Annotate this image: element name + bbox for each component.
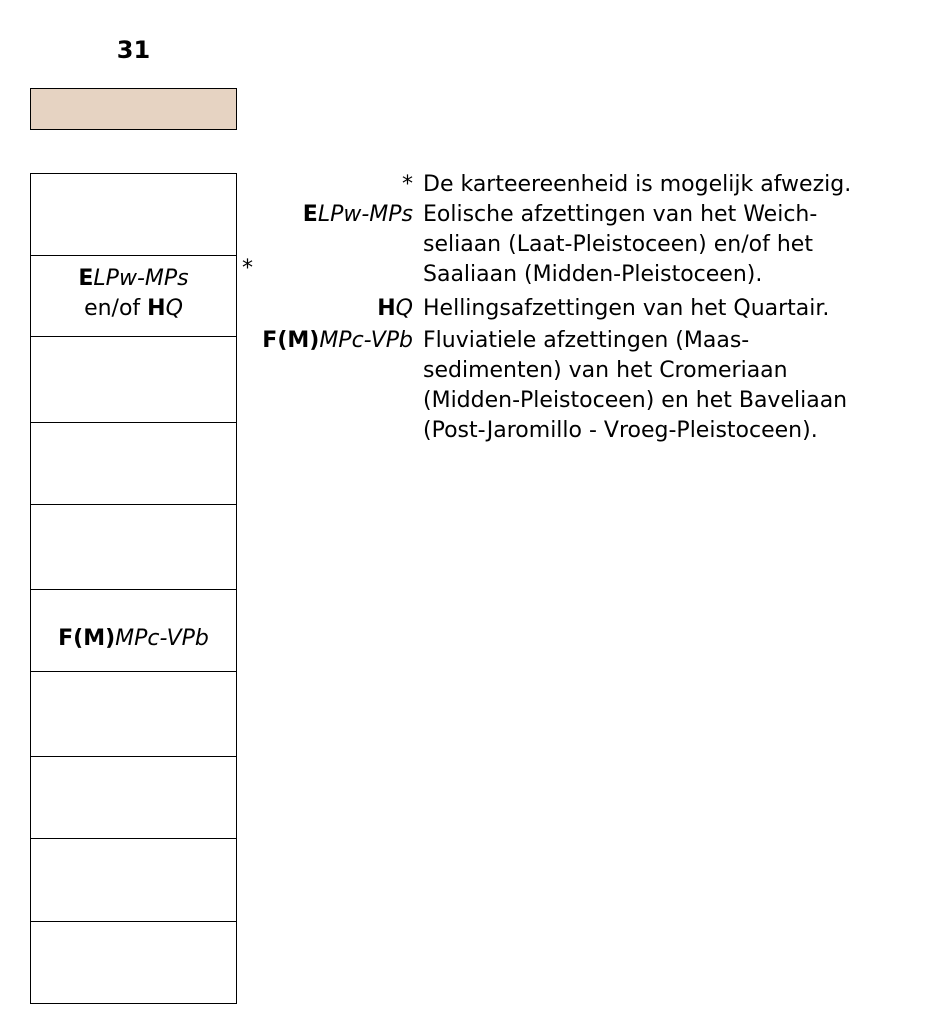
legend-note-symbol: * bbox=[402, 172, 413, 197]
unit-label-eolian: ELPw-MPs en/of HQ bbox=[78, 266, 189, 321]
layer-divider bbox=[31, 589, 236, 590]
legend-code: HQ bbox=[377, 296, 413, 321]
column-number: 31 bbox=[116, 36, 151, 64]
unit-color-swatch bbox=[30, 88, 237, 130]
legend-description: Eolische afzettingen van het Weich- seliaan (Laat-Pleistoceen) en/of het Saaliaan (Midden-Pleistoceen). bbox=[423, 202, 818, 287]
legend bbox=[240, 170, 930, 446]
legend-item-fluvial bbox=[240, 326, 930, 446]
legend-description: Hellingsafzettingen van het Quartair. bbox=[423, 296, 830, 321]
layer-divider bbox=[31, 504, 236, 505]
layer-divider bbox=[31, 422, 236, 423]
legend-code: F(M)MPc-VPb bbox=[262, 328, 413, 353]
uncertain-marker: * bbox=[242, 256, 253, 281]
profile-column bbox=[30, 173, 237, 1004]
legend-item-eolian bbox=[240, 200, 930, 290]
legend-note-text: De karteereenheid is mogelijk afwezig. bbox=[423, 172, 852, 197]
legend-note bbox=[240, 170, 930, 200]
legend-code: ELPw-MPs bbox=[302, 202, 413, 227]
layer-divider bbox=[31, 756, 236, 757]
legend-item-slope bbox=[240, 294, 930, 324]
layer-divider bbox=[31, 255, 236, 256]
layer-divider bbox=[31, 838, 236, 839]
legend-description: Fluviatiele afzettingen (Maas- sedimenten) van het Cromeriaan (Midden-Pleistoceen) en het Baveliaan (Post-Jaromillo - Vroeg-Pleistoceen). bbox=[423, 328, 848, 443]
layer-divider bbox=[31, 671, 236, 672]
unit-label-fluvial: F(M)MPc-VPb bbox=[58, 626, 209, 651]
layer-divider bbox=[31, 921, 236, 922]
layer-divider bbox=[31, 336, 236, 337]
